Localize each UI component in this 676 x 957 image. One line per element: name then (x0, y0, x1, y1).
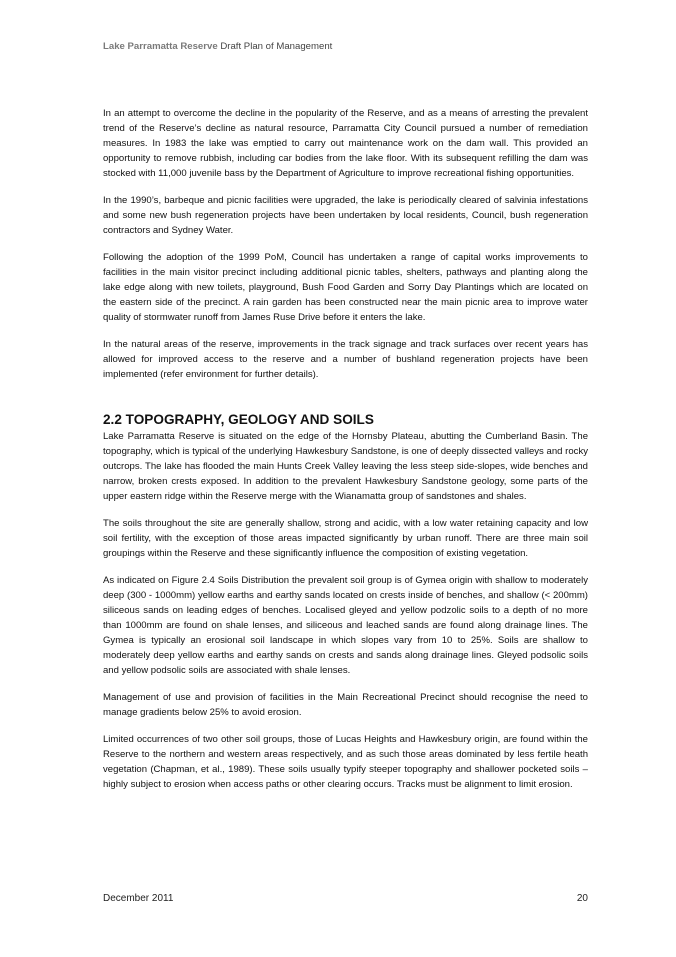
body-paragraph: In the natural areas of the reserve, improvements in the track signage and track surfaces over recent years has allowed for improved access to the reserve and a number of bushland regeneration projects have been implemented (refer environment for further details). (103, 339, 588, 380)
body-paragraph: In the 1990’s, barbeque and picnic facilities were upgraded, the lake is periodically cleared of salvinia infestations and some new bush regeneration projects have been undertaken by local residents, Council, bush regeneration contractors and Sydney Water. (103, 195, 588, 236)
page-number: 20 (576, 893, 588, 904)
section-heading: 2.2 TOPOGRAPHY, GEOLOGY AND SOILS (103, 412, 374, 427)
body-paragraph: Following the adoption of the 1999 PoM, Council has undertaken a range of capital works improvements to facilities in the main visitor precinct including additional picnic tables, shelters, pathways and planting along the lake edge along with new toilets, playground, Bush Food Garden and Sorry Day Plantings which are located on the eastern side of the precinct. A rain garden has been constructed near the main picnic area to improve water quality of stormwater runoff from James Ruse Drive before it enters the lake. (103, 252, 588, 323)
body-paragraph: Limited occurrences of two other soil groups, those of Lucas Heights and Hawkesbury origin, are found within the Reserve to the northern and western areas respectively, and as such those areas dominated by less fertile heath vegetation (Chapman, et al., 1989). These soils usually typify steeper topography and shallower pocketed soils – highly subject to erosion when access paths or other clearing occurs. Tracks must be alignment to limit erosion. (103, 734, 588, 790)
body-paragraph: Lake Parramatta Reserve is situated on the edge of the Hornsby Plateau, abutting the Cumberland Basin. The topography, which is typical of the underlying Hawkesbury Sandstone, is one of deeply dissected valleys and rocky outcrops. The lake has flooded the main Hunts Creek Valley leaving the less steep side-slopes, wide benches and narrow, broken crests exposed. In addition to the prevalent Hawkesbury Sandstone geology, some parts of the upper eastern ridge within the Reserve merge with the Wianamatta group of sandstones and shales. (103, 431, 588, 502)
body-paragraph: The soils throughout the site are generally shallow, strong and acidic, with a low water retaining capacity and low soil fertility, with the exception of those areas impacted significantly by urban runoff. There are three main soil groupings within the Reserve and these significantly influence the composition of existing vegetation. (103, 518, 588, 559)
page-footer (103, 893, 588, 904)
running-header (103, 41, 332, 52)
document-body (103, 106, 588, 804)
body-paragraph: In an attempt to overcome the decline in the popularity of the Reserve, and as a means of arresting the prevalent trend of the Reserve’s decline as natural resource, Parramatta City Council pursued a number of remediation measures. In 1983 the lake was emptied to carry out maintenance work on the dam wall. This provided an opportunity to remove rubbish, including car bodies from the lake floor. With its subsequent refilling the dam was stocked with 11,000 juvenile bass by the Department of Agriculture to improve recreational fishing opportunities. (103, 108, 588, 179)
body-paragraph: Management of use and provision of facilities in the Main Recreational Precinct should recognise the need to manage gradients below 25% to avoid erosion. (103, 692, 588, 718)
header-brand: Lake Parramatta Reserve (103, 41, 218, 52)
footer-date: December 2011 (103, 893, 174, 904)
body-paragraph: As indicated on Figure 2.4 Soils Distribution the prevalent soil group is of Gymea origin with shallow to moderately deep (300 - 1000mm) yellow earths and earthy sands located on crests inside of benches, and shallow (< 200mm) siliceous sands on leading edges of benches. Localised gleyed and yellow podzolic soils to a depth of no more than 1000mm are found on shale lenses, and siliceous and leached sands are found along drainage lines. The Gymea is typically an erosional soil landscape in which slopes vary from 10 to 25%. Soils are shallow to moderately deep yellow earths and earthy sands on crests and sands along drainage lines. Gleyed podsolic soils and yellow podsolic soils are associated with shale lenses. (103, 575, 588, 676)
header-title: Draft Plan of Management (220, 41, 333, 52)
